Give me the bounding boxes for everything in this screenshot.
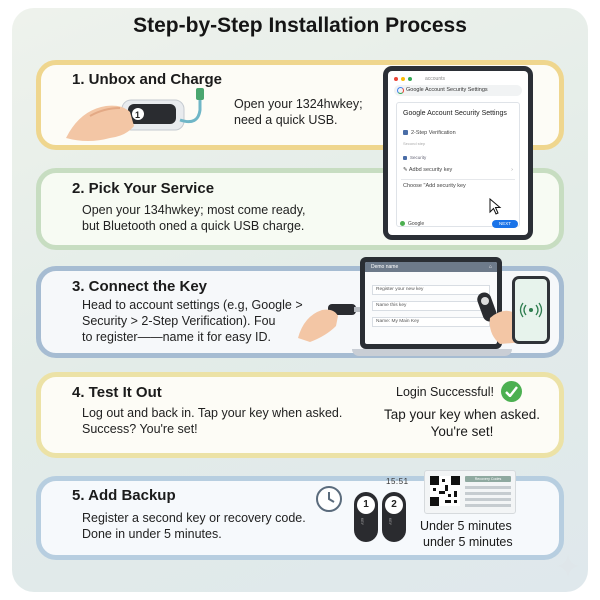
nfc-icon <box>519 302 543 318</box>
laptop-title-bar <box>365 262 497 272</box>
google-badge-icon <box>400 221 405 226</box>
tablet-footer <box>400 219 518 229</box>
key-1-label: KEY <box>360 518 364 526</box>
key-1-number: 1 <box>357 496 375 514</box>
step-5-title: 5. Add Backup <box>72 487 176 504</box>
tablet-mockup <box>383 66 533 240</box>
step-4-text: Log out and back in. Tap your key when asked. Success? You're set! <box>82 406 343 436</box>
svg-text:1: 1 <box>135 110 141 120</box>
shield-icon <box>403 156 407 160</box>
sparkle-icon <box>556 554 580 578</box>
code-line <box>465 492 511 495</box>
step-1-text: Open your 1324hwkey; need a quick USB. <box>234 97 363 127</box>
tablet-screen <box>388 71 528 235</box>
recovery-codes-card <box>424 470 516 514</box>
login-success-text: Login Successful! <box>396 385 494 399</box>
search-input[interactable] <box>394 85 522 96</box>
divider <box>401 179 515 180</box>
search-query: Google Account Security Settings <box>406 87 488 93</box>
step-2-text: Open your 134hwkey; most come ready, but Bluetooth oned a quick USB charge. <box>82 203 306 233</box>
step-1-title: 1. Unbox and Charge <box>72 71 223 88</box>
cursor-icon <box>489 198 505 216</box>
register-key-field[interactable]: Register your new key <box>372 285 490 295</box>
laptop-bar-title: Demo name <box>371 264 399 270</box>
card-title: Google Account Security Settings <box>403 110 507 117</box>
phone-mockup <box>512 276 550 344</box>
add-security-key-row[interactable]: ✎ Adbd security key › <box>403 167 513 173</box>
key-2-number: 2 <box>385 496 403 514</box>
backup-key-2 <box>382 492 406 542</box>
google-brand: Google <box>400 221 424 227</box>
browser-tabs <box>394 75 522 83</box>
under-5-minutes-1: Under 5 minutes <box>420 519 512 533</box>
code-line <box>465 504 511 507</box>
choose-add-key-prompt: Choose "Add security key <box>403 183 466 189</box>
recovery-codes-header: Recovery Codes <box>465 476 511 482</box>
clock-icon <box>315 485 343 513</box>
address-bar[interactable]: accounts <box>425 76 446 82</box>
shield-icon <box>403 130 408 135</box>
qr-code-icon <box>430 476 460 506</box>
step-3-title: 3. Connect the Key <box>72 278 208 295</box>
check-circle-icon <box>501 381 522 402</box>
step-3-text: Head to account settings (e.g, Google > Security > 2-Step Verification). Fou to register——name it for easy ID. <box>82 298 303 344</box>
under-5-minutes-2: under 5 minutes <box>423 535 513 549</box>
home-icon: ⌂ <box>488 264 492 270</box>
step-5-text: Register a second key or recovery code. Done in under 5 minutes. <box>82 511 306 541</box>
phone-screen <box>515 279 547 341</box>
tap-key-caption: Tap your key when asked. You're set! <box>383 407 541 439</box>
backup-key-1 <box>354 492 378 542</box>
next-button[interactable]: NEXT <box>492 220 518 228</box>
code-line <box>465 498 511 501</box>
step-4-title: 4. Test It Out <box>72 384 162 401</box>
two-step-row[interactable]: 2-Step Verification <box>403 130 515 136</box>
laptop-base <box>352 349 512 356</box>
step-2-title: 2. Pick Your Service <box>72 180 215 197</box>
key-name-value[interactable]: Name: My Main Key <box>372 317 490 327</box>
security-label: Security <box>403 155 515 160</box>
key-2-label: KEY <box>388 518 392 526</box>
code-line <box>465 486 511 489</box>
google-icon <box>397 87 404 94</box>
timer-readout: 15:51 <box>386 477 409 486</box>
name-key-field[interactable]: Name this key <box>372 301 490 311</box>
usb-key-hand-icon <box>60 86 212 150</box>
page-title: Step-by-Step Installation Process <box>133 14 467 37</box>
chevron-right-icon: › <box>511 167 513 173</box>
hand-insert-key-icon <box>296 298 362 346</box>
two-step-sub: Second step <box>403 141 426 146</box>
